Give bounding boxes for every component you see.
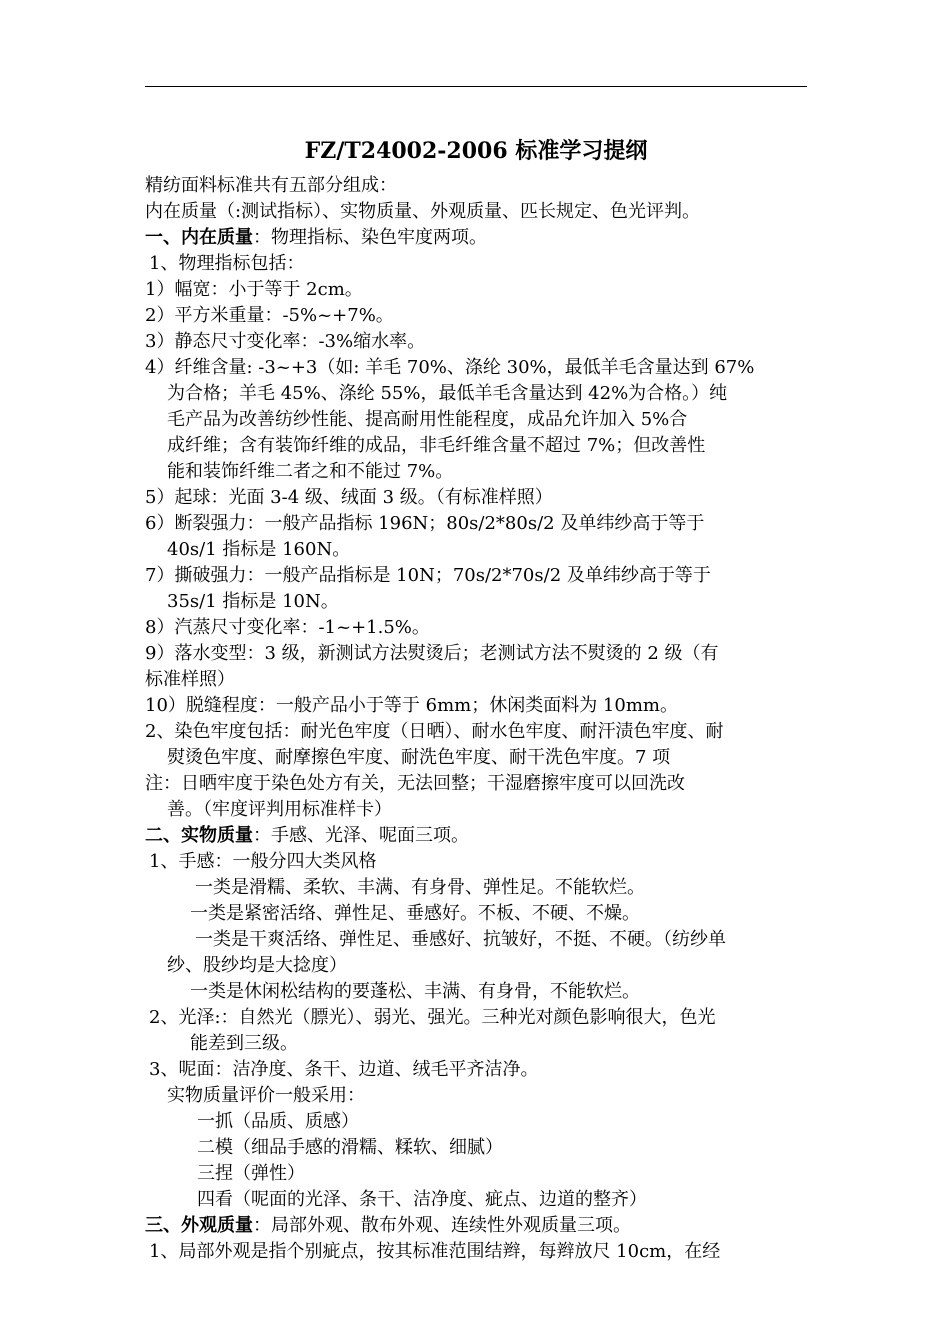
text-line: 5）起球：光面 3-4 级、绒面 3 级。（有标准样照）	[145, 487, 553, 508]
section-heading-text: ：物理指标、染色牢度两项。	[253, 227, 487, 248]
text-line: 实物质量评价一般采用：	[167, 1085, 365, 1106]
text-line: 6）断裂强力：一般产品指标 196N；80s/2*80s/2 及单纬纱高于等于	[145, 513, 705, 534]
text-line: 1、手感：一般分四大类风格	[149, 851, 377, 872]
section-heading-1	[145, 225, 810, 251]
text-line: 4）纤维含量: -3~+3（如: 羊毛 70%、涤纶 30%，最低羊毛含量达到 67%	[145, 357, 755, 378]
text-line: 一类是休闲松结构的要蓬松、丰满、有身骨，不能软烂。	[190, 981, 640, 1002]
text-line: 9）落水变型：3 级，新测试方法熨烫后；老测试方法不熨烫的 2 级（有	[145, 643, 719, 664]
text-line: 内在质量（:测试指标）、实物质量、外观质量、匹长规定、色光评判。	[145, 201, 701, 222]
text-line: 1、物理指标包括：	[149, 253, 305, 274]
text-line: 为合格；羊毛 45%、涤纶 55%，最低羊毛含量达到 42%为合格。）纯	[167, 383, 728, 404]
text-line: 善。（牢度评判用标准样卡）	[167, 799, 392, 820]
section-heading-label: 二、实物质量	[145, 825, 253, 846]
text-line: 一类是紧密活络、弹性足、垂感好。不板、不硬、不燥。	[190, 903, 640, 924]
document-title: FZ/T24002-2006 标准学习提纲	[304, 138, 648, 164]
text-line: 四看（呢面的光泽、条干、洁净度、疵点、边道的整齐）	[197, 1189, 647, 1210]
text-line: 熨烫色牢度、耐摩擦色牢度、耐洗色牢度、耐干洗色牢度。7 项	[167, 747, 671, 768]
text-line: 1）幅宽：小于等于 2cm。	[145, 279, 363, 300]
section-heading-text: ：局部外观、散布外观、连续性外观质量三项。	[253, 1215, 631, 1236]
text-line: 能和装饰纤维二者之和不能过 7%。	[167, 461, 454, 482]
text-line: 毛产品为改善纺纱性能、提高耐用性能程度，成品允许加入 5%合	[167, 409, 688, 430]
section-heading-2	[145, 823, 810, 849]
text-line: 能差到三级。	[190, 1033, 298, 1054]
text-line: 7）撕破强力：一般产品指标是 10N；70s/2*70s/2 及单纬纱高于等于	[145, 565, 711, 586]
text-line: 2、染色牢度包括：耐光色牢度（日晒）、耐水色牢度、耐汗渍色牢度、耐	[145, 721, 724, 742]
header-rule	[145, 86, 807, 87]
text-line: 纱、股纱均是大捻度）	[167, 955, 347, 976]
text-line: 标准样照）	[145, 669, 235, 690]
text-line: 2、光泽:：自然光（膘光）、弱光、强光。三种光对颜色影响很大，色光	[149, 1007, 716, 1028]
text-line: 注：日晒牢度于染色处方有关，无法回整；干湿磨擦牢度可以回洗改	[145, 773, 685, 794]
text-line: 三捏（弹性）	[197, 1163, 305, 1184]
text-line: 40s/1 指标是 160N。	[167, 539, 351, 560]
text-line: 35s/1 指标是 10N。	[167, 591, 339, 612]
text-line: 8）汽蒸尺寸变化率：-1~+1.5%。	[145, 617, 430, 638]
text-line: 3、呢面：洁净度、条干、边道、绒毛平齐洁净。	[149, 1059, 539, 1080]
section-heading-3	[145, 1213, 810, 1239]
text-line: 1、局部外观是指个别疵点，按其标准范围结辫，每辫放尺 10cm，在经	[149, 1241, 721, 1262]
text-line: 二模（细品手感的滑糯、糅软、细腻）	[197, 1137, 503, 1158]
section-heading-text: ：手感、光泽、呢面三项。	[253, 825, 469, 846]
text-line: 3）静态尺寸变化率：-3%缩水率。	[145, 331, 426, 352]
section-heading-label: 三、外观质量	[145, 1215, 253, 1236]
document-body	[145, 173, 810, 1265]
text-line: 精纺面料标准共有五部分组成：	[145, 175, 397, 196]
section-heading-label: 一、内在质量	[145, 227, 253, 248]
text-line: 一类是滑糯、柔软、丰满、有身骨、弹性足。不能软烂。	[195, 877, 645, 898]
text-line: 一抓（品质、质感）	[197, 1111, 359, 1132]
text-line: 成纤维；含有装饰纤维的成品，非毛纤维含量不超过 7%；但改善性	[167, 435, 706, 456]
text-line: 10）脱缝程度：一般产品小于等于 6mm；休闲类面料为 10mm。	[145, 695, 678, 716]
text-line: 一类是干爽活络、弹性足、垂感好、抗皱好，不挺、不硬。（纺纱单	[195, 929, 726, 950]
text-line: 2）平方米重量：-5%~+7%。	[145, 305, 394, 326]
